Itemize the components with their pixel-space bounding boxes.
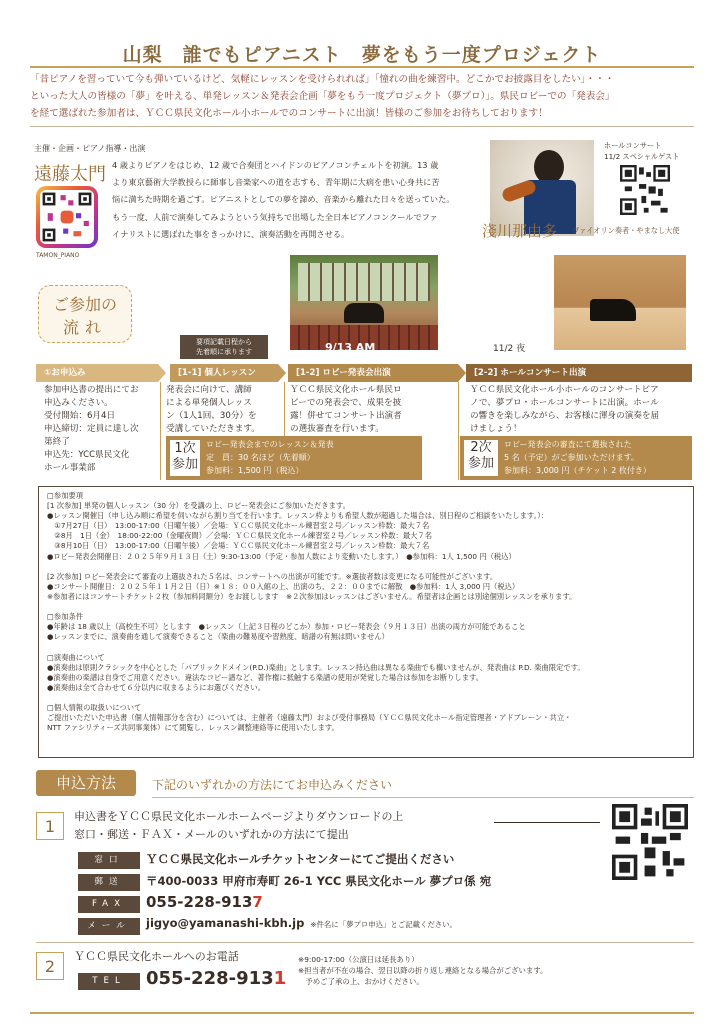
detail-line: □個人情報の取扱いについて: [47, 702, 142, 712]
bio-line: イナリストに選ばれた事をきっかけに、演奏活動を再開させる。: [112, 228, 350, 239]
apply-subtitle: 下記のいずれかの方法にてお申込みください: [152, 778, 393, 792]
step-line: 申込みください。: [44, 398, 113, 408]
detail-line: □参加要項: [47, 491, 84, 500]
note-line: 先着順に承ります: [196, 348, 252, 356]
phone-note-line: 予めご了承の上、おかけください。: [298, 977, 424, 986]
step-header-lobby: [1-2] ロビー発表会出演: [288, 364, 458, 382]
chevron-right-icon: [278, 364, 286, 382]
detail-line: ※参加者にはコンサートチケット２枚（参加料同額分）をお渡しします ※２次参加はレッスンはございません。希望者は企画とは別途個別レッスンを承ります。: [47, 591, 577, 601]
instagram-handle: TAMON_PIANO: [36, 252, 80, 259]
qr-code-icon: [612, 804, 688, 880]
step-line: 発表会に向けて、講師: [166, 385, 252, 395]
guest-role: ヴァイオリン奏者・やまなし大使: [572, 226, 680, 235]
bio-line: 悩に満ちた時期を過ごす。ピアニストとしての夢を諦め、音楽から離れた日々を送っていた。: [112, 194, 455, 205]
step-body-lobby: [290, 384, 450, 436]
method1-line2: 窓口・郵送・ＦＡＸ・メールのいずれかの方法にて提出: [74, 828, 349, 841]
first-stage-label: [170, 440, 200, 476]
intro-line: といった大人の皆様の「夢」を叶える、単発レッスン＆発表会企画「夢をもう一度プロジェクト（夢プロ）」。県民ロビーでの「発表会」: [30, 91, 615, 102]
info-line: ロビー発表会までのレッスン＆発表: [206, 440, 334, 449]
label-line: 参加: [467, 456, 494, 471]
detail-line: ●レッスン開催日（申し込み順に希望を伺いながら割り当てを行います。レッスン枠よりも希望人数が超過した場合は、別日程のご相談をいたします。）：: [47, 511, 549, 521]
fax-number: [146, 893, 263, 911]
lobby-date-label: 9/13 AM: [325, 341, 376, 354]
underline-decoration: [494, 822, 600, 823]
step-divider: [160, 382, 161, 480]
detail-line: [1 次参加] 単発の個人レッスン（30 分）を受講の上、ロビー発表会にご参加いただきます。: [47, 501, 350, 511]
detail-line: ●コンサート開催日：２０２５年１１月２日（日）※１８：００入館の上、出演のち、２２：００までに解散 ●参加料：1人 3,000 円（税込）: [47, 581, 520, 591]
flow-steps-row: [36, 364, 692, 382]
guest-caption-line: 11/2 スペシャルゲスト: [604, 152, 680, 161]
step-line: による単発個人レッス: [166, 398, 252, 408]
detail-line: □参加条件: [47, 612, 84, 622]
intro-text: [30, 71, 696, 122]
guest-caption-line: ホールコンサート: [604, 141, 662, 150]
organizer-bio: [112, 157, 472, 243]
note-line: 要項記載日程から: [196, 338, 252, 346]
step-line: ＹＣＣ県民文化ホール小ホールのコンサートピア: [470, 385, 659, 395]
hall-date-label: 11/2 夜: [493, 344, 526, 354]
piano-icon: [590, 299, 636, 321]
info-line: 参加料：3,000 円（チケット 2 枚付き）: [504, 466, 651, 475]
step-line: ン（1人1回、30分）を: [166, 411, 257, 421]
label-line: 参加: [171, 457, 198, 472]
bio-line: 4 歳よりピアノをはじめ、12 歳で合奏団とハイドンのピアノコンチェルトを初演。13 歳: [112, 160, 439, 170]
detail-line: ●演奏曲は原則クラシックを中心とした「パブリックドメイン(P.D.)楽曲」とします。レッスン持込曲は異なる楽曲でも構いませんが、発表曲は P.D. 楽曲限定です。: [47, 662, 585, 672]
label-mail: 郵送: [78, 874, 140, 891]
detail-line: ③8月10日（日） 13:00-17:00（日曜午後）／会場：ＹＣＣ県民文化ホール練習室２号／レッスン枠数：最大７名: [47, 541, 430, 551]
guest-head: [534, 150, 564, 184]
label-line: 2次: [470, 440, 492, 455]
step-line: の響きを楽しみながら、お客様に渾身の演奏を届: [470, 411, 660, 421]
info-line: 5 名（予定）がご参加いただけます。: [504, 453, 639, 462]
detail-line: ご提出いただいた申込書（個人情報部分を含む）については、主催者（遠藤太門）および受付事務局（ＹＣＣ県民文化ホール指定管理者・アドブレーン・共立・: [47, 713, 572, 723]
method1-line1: 申込書をＹＣＣ県民文化ホールホームページよりダウンロードの上: [74, 810, 404, 823]
first-come-note: [180, 335, 268, 359]
lobby-photo: [290, 255, 438, 350]
flow-heading-badge: [38, 285, 132, 343]
intro-line: を経て選ばれた参加者は、ＹＣＣ県民文化ホール小ホールでのコンサートに出演！皆様のご参加をお待ちしております！: [30, 108, 548, 119]
label-line: 1次: [174, 441, 196, 456]
step-line: の選抜審査を行います。: [290, 424, 384, 434]
tel-number[interactable]: [146, 968, 286, 989]
step-line: ＹＣＣ県民文化ホール県民ロ: [290, 385, 402, 395]
second-stage-info: [504, 438, 651, 477]
phone-note-line: ※9:00-17:00（公演日は延長あり）: [298, 955, 419, 964]
email-note: ※件名に「夢プロ申込」とご記載ください。: [310, 920, 457, 929]
detail-line: ●年齢は 18 歳以上（高校生不可）とします ●レッスン（上記３日程のどこか）参加・ロビー発表会（９月１３日）出演の両方が可能であること: [47, 622, 526, 632]
method-number: 2: [36, 952, 64, 980]
step-line: 申込締切：定員に達し次: [44, 424, 139, 434]
title-divider: [30, 66, 694, 68]
detail-line: NTT ファシリティーズ共同事業体）にて閲覧し、レッスン調整連絡等に使用いたします。: [47, 723, 339, 733]
first-stage-box: [166, 436, 422, 480]
detail-line: ②8月 1日（金） 18:00-22:00（金曜夜間）／会場：ＹＣＣ県民文化ホール練習室２号／レッスン枠数：最大７名: [47, 531, 433, 541]
apply-heading-badge: 申込方法: [36, 770, 136, 796]
step-line: 受講していただきます。: [166, 424, 260, 434]
step-header-apply: ①お申込み: [36, 364, 158, 382]
step-line: ノで、夢プロ・ホールコンサートに出演。ホール: [470, 398, 659, 408]
organizer-caption: 主催・企画・ピアノ指導・出演: [34, 144, 146, 153]
step-line: 受付開始：6月4日: [44, 411, 116, 421]
organizer-name: 遠藤太門: [34, 164, 106, 185]
email-link[interactable]: jigyo@yamanashi-kbh.jp: [146, 916, 305, 930]
label-email: メール: [78, 918, 140, 935]
step-line: 露！併せてコンサート出演者: [290, 411, 402, 421]
step-body-apply: [44, 384, 156, 475]
info-line: 定 員：30 名ほど（先着順）: [206, 453, 315, 462]
step-body-concert: [470, 384, 690, 436]
piano-icon: [344, 303, 384, 323]
bottom-divider: [30, 1012, 694, 1014]
detail-line: [47, 693, 685, 703]
flow-heading-line1: ご参加の: [52, 295, 117, 314]
step-line: 申込先：YCC県民文化: [44, 450, 130, 460]
method-divider: [36, 942, 694, 943]
apply-divider: [152, 797, 694, 798]
instagram-qr-code[interactable]: [36, 186, 98, 248]
step-header-concert: [2-2] ホールコンサート出演: [466, 364, 692, 382]
flow-heading-line2: 流れ: [62, 318, 107, 337]
step-line: けましょう！: [470, 424, 522, 434]
counter-value: ＹＣＣ県民文化ホールチケットセンターにてご提出ください: [146, 852, 455, 866]
detail-line: [47, 562, 685, 572]
detail-line: □演奏曲について: [47, 652, 105, 662]
hall-photo: [554, 255, 686, 350]
detail-line: ①7月27日（日） 13:00-17:00（日曜午後）／会場：ＹＣＣ県民文化ホール練習室２号／レッスン枠数：最大７名: [47, 521, 430, 531]
qr-code-icon: [40, 190, 94, 244]
phone-method-title: ＹＣＣ県民文化ホールへのお電話: [74, 950, 239, 963]
detail-line: [2 次参加] ロビー発表会にて審査の上選抜された５名は、コンサートへの出演が可能です。※選抜者数は変更になる可能性がございます。: [47, 571, 498, 581]
email-value[interactable]: [146, 916, 457, 930]
step-line: 第終了: [44, 437, 70, 447]
detail-line: ●ロビー発表会開催日：２０２５年９月１３日（土）9:30-13:00（予定・参加人数により変動いたします。） ●参加料：1人 1,500 円（税込）: [47, 551, 516, 561]
window-graphic: [298, 263, 430, 301]
second-stage-label: [464, 440, 498, 476]
details-box: [38, 486, 694, 758]
label-counter: 窓口: [78, 852, 140, 869]
section-divider: [30, 126, 694, 127]
fax-number-main: 055-228-913: [146, 893, 253, 911]
step-line: ビーでの発表会で、成果を披: [290, 398, 402, 408]
detail-line: ●演奏曲は全て合わせて６分以内に収まるようにお選びください。: [47, 682, 265, 692]
step-divider: [458, 382, 459, 480]
chevron-right-icon: [458, 364, 466, 382]
phone-notes: [298, 954, 548, 987]
guest-caption: [604, 140, 679, 162]
fax-number-last-digit: 7: [252, 893, 263, 911]
info-line: ロビー発表会の審査にて選抜された: [504, 440, 632, 449]
bio-line: より東京藝術大学教授らに師事し音楽家への道を志すも、青年期に大病を患い心身共に苦: [112, 177, 440, 188]
second-stage-box: [460, 436, 692, 480]
page-title: 山梨 誰でもピアニスト 夢をもう一度プロジェクト: [122, 44, 602, 66]
detail-line: [47, 642, 685, 652]
mail-address-value: 〒400-0033 甲府市寿町 26-1 YCC 県民文化ホール 夢プロ係 宛: [146, 874, 492, 888]
intro-line: 「昔ピアノを習っていて今も弾いているけど、気軽にレッスンを受けられれば」「憧れの曲を練習中。どこかでお披露目をしたい」・・・: [30, 74, 615, 85]
label-fax: FAX: [78, 896, 140, 913]
detail-line: [47, 602, 685, 612]
info-line: 参加料：1,500 円（税込）: [206, 466, 304, 475]
label-tel: TEL: [78, 973, 140, 990]
tel-number-main[interactable]: 055-228-913: [146, 968, 274, 989]
chevron-right-icon: [158, 364, 166, 382]
guest-name: 淺川那由多: [482, 222, 558, 240]
guest-qr-code[interactable]: [620, 165, 670, 215]
detail-line: ●レッスンまでに、演奏曲を通して演奏できること（楽曲の難易度や習熟度、暗譜の有無は問いません）: [47, 632, 389, 642]
qr-code-icon: [620, 165, 670, 215]
phone-note-line: ※担当者が不在の場合、翌日以降の折り返し連絡となる場合がございます。: [298, 966, 548, 975]
step-divider: [284, 382, 285, 436]
method-number: 1: [36, 812, 64, 840]
bio-line: もう一度、人前で演奏してみようという気持ちで出場した全日本ピアノコンクールでファ: [112, 211, 438, 222]
step-line: 参加申込書の提出にてお: [44, 385, 139, 395]
detail-line: ●演奏曲の楽譜は自身でご用意ください。違法なコピー譜など、著作権に抵触する楽譜の使用が発覚した場合は参加をお断りします。: [47, 672, 484, 682]
step-header-lesson: [1-1] 個人レッスン: [170, 364, 278, 382]
tel-number-last-digit[interactable]: 1: [273, 968, 287, 989]
step-line: ホール事業部: [44, 463, 96, 473]
step-body-lesson: [166, 384, 278, 436]
ycc-website-qr-code[interactable]: [612, 804, 688, 880]
first-stage-info: [206, 438, 334, 477]
